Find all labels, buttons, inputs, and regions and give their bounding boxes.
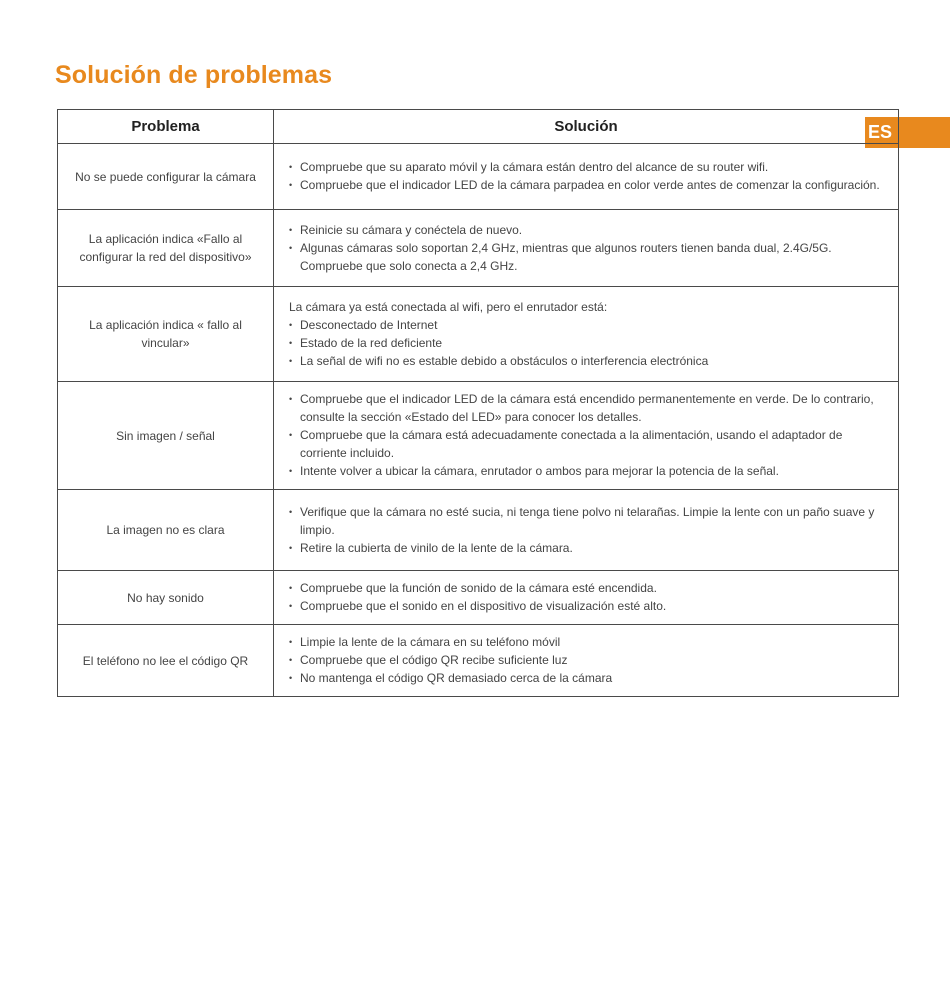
solution-item: • Compruebe que el código QR recibe suficiente luz (289, 651, 886, 669)
solution-item: • Compruebe que su aparato móvil y la cámara están dentro del alcance de su router wifi. (289, 158, 886, 176)
solution-item: • Compruebe que el indicador LED de la cámara está encendido permanentemente en verde. De lo contrario, consulte la sección «Estado del LED» para conocer los detalles. (289, 390, 886, 426)
solution-item: • La señal de wifi no es estable debido a obstáculos o interferencia electrónica (289, 352, 886, 370)
problem-cell: No hay sonido (58, 571, 274, 625)
table-row (58, 144, 899, 210)
solution-item: • Algunas cámaras solo soportan 2,4 GHz, mientras que algunos routers tienen banda dual, 2.4G/5G. Compruebe que solo conecta a 2,4 GHz. (289, 239, 886, 275)
solution-list (289, 390, 886, 480)
solution-item: • Compruebe que la función de sonido de la cámara esté encendida. (289, 579, 886, 597)
problem-cell: La aplicación indica «Fallo al configurar la red del dispositivo» (58, 210, 274, 287)
table-body (58, 144, 899, 697)
table-row (58, 490, 899, 571)
solution-list (289, 221, 886, 275)
language-tab: ES (865, 117, 950, 148)
solution-cell (274, 382, 899, 490)
solution-cell (274, 144, 899, 210)
problem-cell: La aplicación indica « fallo al vincular» (58, 287, 274, 382)
solution-list (289, 316, 886, 370)
solution-list (289, 579, 886, 615)
solution-item: • Compruebe que la cámara está adecuadamente conectada a la alimentación, usando el adaptador de corriente incluido. (289, 426, 886, 462)
solution-cell (274, 287, 899, 382)
solution-intro: La cámara ya está conectada al wifi, pero el enrutador está: (289, 299, 608, 314)
solution-cell (274, 625, 899, 697)
solution-item: • Limpie la lente de la cámara en su teléfono móvil (289, 633, 886, 651)
solution-cell (274, 571, 899, 625)
solution-item: • Intente volver a ubicar la cámara, enrutador o ambos para mejorar la potencia de la señal. (289, 462, 886, 480)
solution-cell (274, 210, 899, 287)
table-row (58, 287, 899, 382)
solution-list (289, 158, 886, 194)
table-row (58, 625, 899, 697)
page-title: Solución de problemas (55, 61, 333, 89)
table-header-row (58, 110, 899, 144)
problem-cell: El teléfono no lee el código QR (58, 625, 274, 697)
solution-item: • Verifique que la cámara no esté sucia, ni tenga tiene polvo ni telarañas. Limpie la lente con un paño suave y limpio. (289, 503, 886, 539)
solution-item: • Retire la cubierta de vinilo de la lente de la cámara. (289, 539, 886, 557)
solution-cell (274, 490, 899, 571)
solution-item: • Desconectado de Internet (289, 316, 886, 334)
solution-item: • Compruebe que el indicador LED de la cámara parpadea en color verde antes de comenzar la configuración. (289, 176, 886, 194)
troubleshooting-table (57, 109, 899, 697)
solution-list (289, 503, 886, 557)
problem-cell: Sin imagen / señal (58, 382, 274, 490)
problem-cell: La imagen no es clara (58, 490, 274, 571)
table-row (58, 571, 899, 625)
solution-item: • Compruebe que el sonido en el dispositivo de visualización esté alto. (289, 597, 886, 615)
table-row (58, 382, 899, 490)
problem-cell: No se puede configurar la cámara (58, 144, 274, 210)
header-solution: Solución (274, 110, 899, 144)
solution-item: • Reinicie su cámara y conéctela de nuevo. (289, 221, 886, 239)
solution-item: • No mantenga el código QR demasiado cerca de la cámara (289, 669, 886, 687)
solution-item: • Estado de la red deficiente (289, 334, 886, 352)
header-problem: Problema (58, 110, 274, 144)
solution-list (289, 633, 886, 687)
table-row (58, 210, 899, 287)
